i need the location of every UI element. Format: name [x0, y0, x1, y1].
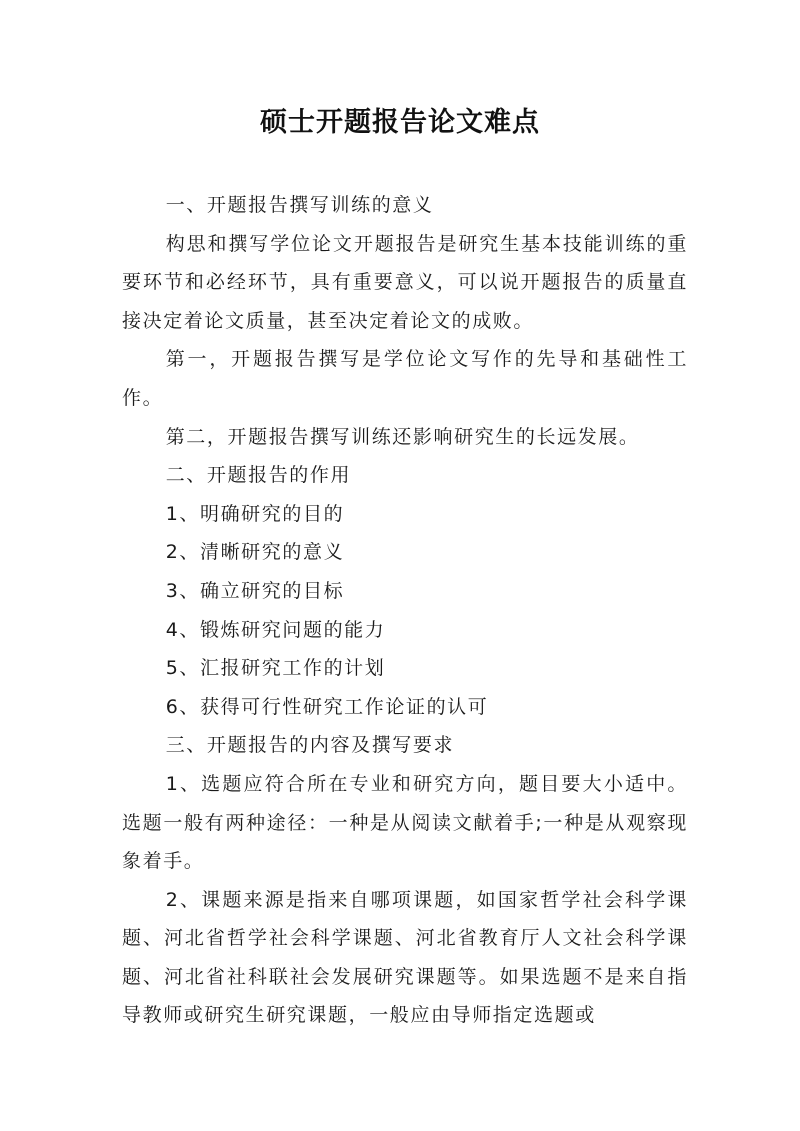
paragraph-second-point: 第二，开题报告撰写训练还影响研究生的长远发展。: [165, 425, 640, 448]
paragraph-significance: 构思和撰写学位论文开题报告是研究生基本技能训练的重要环节和必经环节，具有重要意义，可以说开题报告的质量直接决定着论文质量，甚至决定着论文的成败。: [122, 232, 688, 332]
document-title: 硕士开题报告论文难点: [260, 107, 540, 138]
paragraph-first-point: 第一，开题报告撰写是学位论文写作的先导和基础性工作。: [122, 348, 688, 409]
list-item: 5、汇报研究工作的计划: [165, 657, 386, 680]
list-item: 3、确立研究的目标: [165, 579, 345, 602]
document-body: [122, 186, 688, 1035]
paragraph-topic-source: 2、课题来源是指来自哪项课题，如国家哲学社会科学课题、河北省哲学社会科学课题、河北省教育厅人文社会科学课题、河北省社科联社会发展研究课题等。如果选题不是来自指导教师或研究生研究课题，一般应由导师指定选题或: [122, 888, 688, 1027]
list-item: 6、获得可行性研究工作论证的认可: [165, 695, 489, 718]
heading-section-1: 一、开题报告撰写训练的意义: [165, 194, 434, 216]
heading-section-2: 二、开题报告的作用: [165, 464, 352, 487]
paragraph-topic-selection: 1、选题应符合所在专业和研究方向，题目要大小适中。选题一般有两种途径：一种是从阅读文献着手;一种是从观察现象着手。: [122, 772, 688, 873]
list-item: 1、明确研究的目的: [165, 502, 345, 525]
list-item: 4、锻炼研究问题的能力: [165, 618, 386, 641]
heading-section-3: 三、开题报告的内容及撰写要求: [165, 734, 455, 757]
list-item: 2、清晰研究的意义: [165, 541, 345, 564]
